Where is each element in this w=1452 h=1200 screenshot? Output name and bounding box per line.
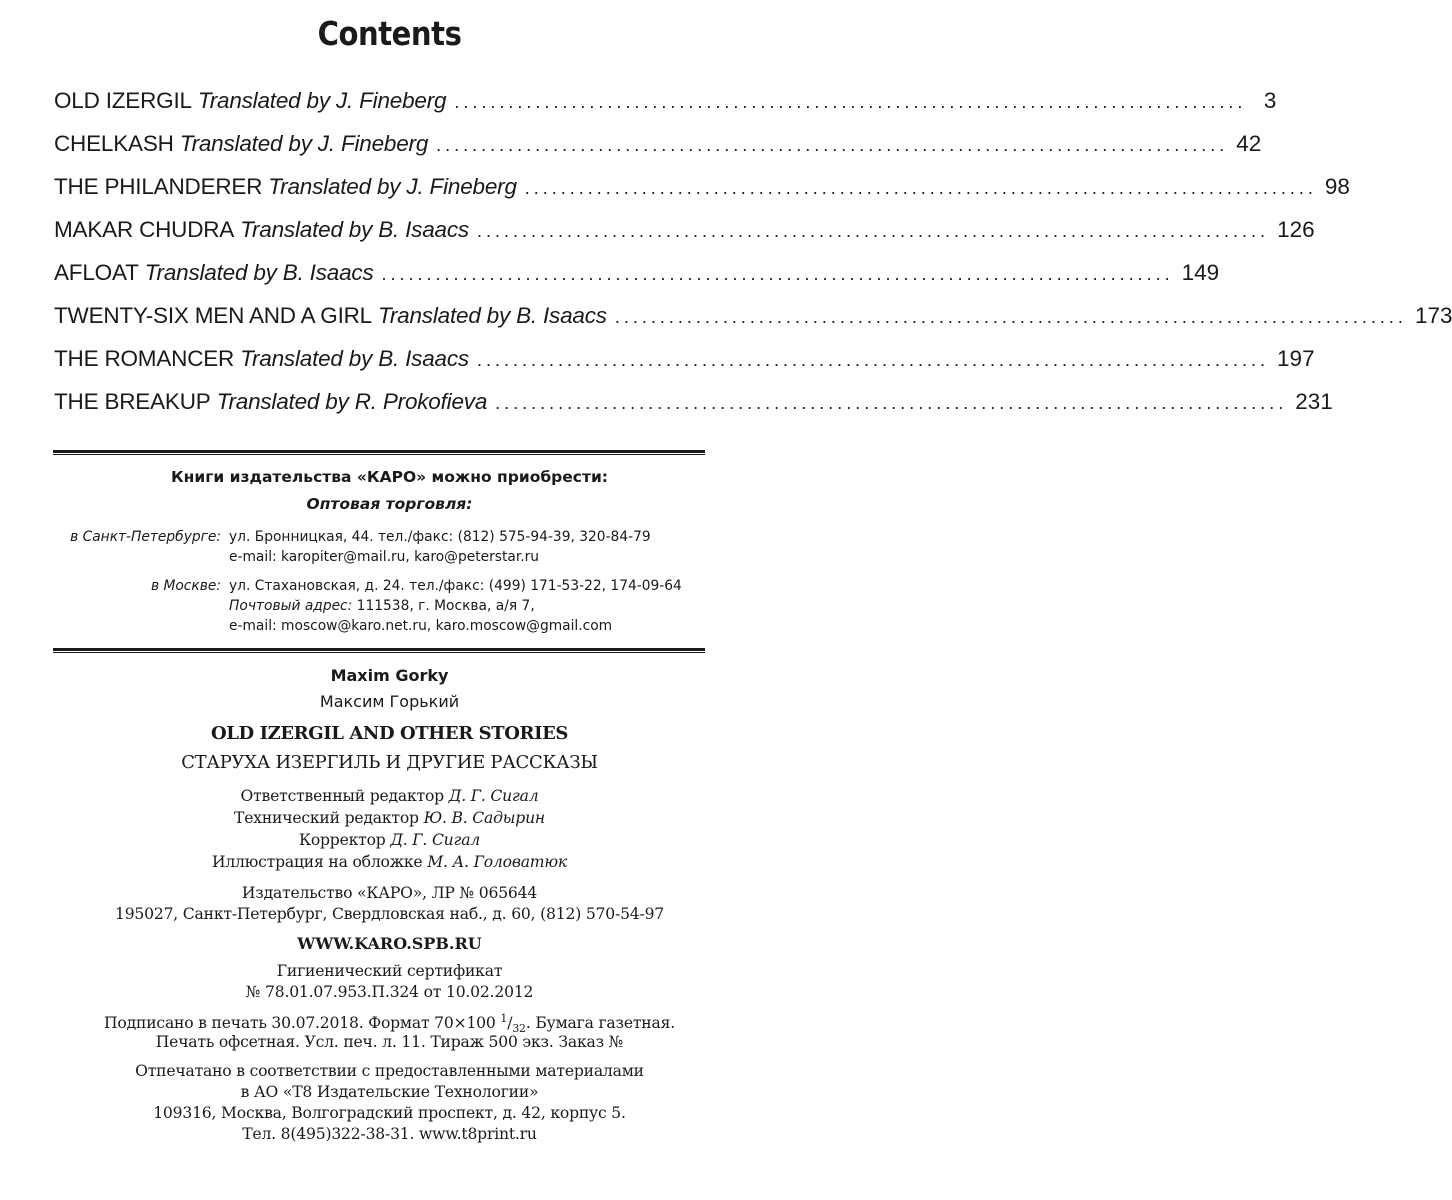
toc-entry <box>54 389 1333 432</box>
staff-name: М. А. Головатюк <box>427 853 568 871</box>
toc-entry-page: 3 <box>1263 88 1277 113</box>
print-signed <box>0 1012 779 1035</box>
staff-line <box>0 853 779 871</box>
leader-dots: ........................................................................................ <box>454 92 1247 112</box>
toc-entry-title: OLD IZERGIL <box>54 88 192 113</box>
cert-number: № 78.01.07.953.П.324 от 10.02.2012 <box>245 983 534 1001</box>
distribution-heading: Книги издательства «КАРО» можно приобрести: <box>170 468 609 486</box>
msk-postal-value: 111538, г. Москва, а/я 7, <box>352 598 535 614</box>
toc-entry-translator: Translated by B. Isaacs <box>378 303 607 328</box>
toc-entry-translator: Translated by J. Fineberg <box>268 174 517 199</box>
toc-entry-translator: Translated by J. Fineberg <box>179 131 429 156</box>
fraction-denominator: 32 <box>512 1022 526 1036</box>
msk-label: в Москве: <box>150 578 221 594</box>
staff-role: Ответственный редактор <box>240 787 449 805</box>
fraction-numerator: 1 <box>500 1012 508 1025</box>
publisher: Издательство «КАРО», ЛР № 065644 <box>241 884 538 902</box>
print-signed-text: Подписано в печать 30.07.2018. Формат 70×100 <box>104 1014 496 1033</box>
book-title-ru: СТАРУХА ИЗЕРГИЛЬ И ДРУГИЕ РАССКАЗЫ <box>181 752 598 773</box>
staff-role: Корректор <box>298 831 391 849</box>
divider <box>53 450 705 455</box>
website: WWW.KARO.SPB.RU <box>297 934 482 953</box>
leader-dots: ........................................................................................ <box>476 350 1270 370</box>
staff-name: Д. Г. Сигал <box>448 787 539 805</box>
spb-label: в Санкт-Петербурге: <box>70 529 221 545</box>
toc-entry-translator: Translated by B. Isaacs <box>144 260 374 285</box>
toc-entry-title: TWENTY-SIX MEN AND A GIRL <box>54 303 372 328</box>
leader-dots: ........................................................................................ <box>524 178 1317 198</box>
toc-entry-title: MAKAR CHUDRA <box>54 217 235 242</box>
toc-entry-page: 98 <box>1324 174 1350 199</box>
toc-entry <box>54 303 1452 346</box>
print-details: Печать офсетная. Усл. печ. л. 11. Тираж 500 экз. Заказ № <box>155 1033 624 1051</box>
leader-dots: ........................................................................................ <box>476 221 1270 241</box>
toc-entry <box>54 131 1262 174</box>
leader-dots: ........................................................................................ <box>381 264 1174 284</box>
msk-postal <box>229 598 535 614</box>
leader-dots: ........................................................................................ <box>436 135 1229 155</box>
msk-postal-label: Почтовый адрес: <box>229 598 353 614</box>
staff-role: Технический редактор <box>234 809 424 827</box>
toc-entry-page: 149 <box>1181 260 1220 285</box>
printer-line: Тел. 8(495)322-38-31. www.t8print.ru <box>242 1125 537 1143</box>
toc-entry <box>54 88 1277 131</box>
format-fraction: $^1/_{32}$ <box>500 1012 526 1036</box>
leader-dots: ........................................................................................ <box>495 393 1288 413</box>
toc-entry-page: 126 <box>1277 217 1315 242</box>
divider <box>53 648 705 653</box>
printer-line: 109316, Москва, Волгоградский проспект, д. 42, корпус 5. <box>153 1104 626 1122</box>
distribution-subheading: Оптовая торговля: <box>306 495 473 513</box>
toc-entry <box>54 260 1220 303</box>
contents-title: Contents <box>317 14 462 53</box>
table-of-contents <box>54 88 1452 432</box>
staff-name: Ю. В. Садырин <box>423 809 545 827</box>
toc-entry-title: THE PHILANDERER <box>54 174 263 199</box>
staff-name: Д. Г. Сигал <box>390 831 481 849</box>
toc-entry <box>54 217 1315 260</box>
toc-entry <box>54 346 1315 389</box>
toc-entry-page: 197 <box>1277 346 1315 371</box>
staff-line <box>0 809 779 827</box>
publisher-address: 195027, Санкт-Петербург, Свердловская наб., д. 60, (812) 570-54-97 <box>114 905 665 923</box>
toc-entry <box>54 174 1350 217</box>
toc-entry-page: 173 <box>1414 303 1452 328</box>
spb-address: ул. Бронницкая, 44. тел./факс: (812) 575-94-39, 320-84-79 <box>229 529 651 545</box>
msk-address: ул. Стахановская, д. 24. тел./факс: (499) 171-53-22, 174-09-64 <box>229 578 682 594</box>
printer-line: Отпечатано в соответствии с предоставленными материалами <box>135 1062 644 1080</box>
cert-title: Гигиенический сертификат <box>276 962 503 980</box>
msk-email: e-mail: moscow@karo.net.ru, karo.moscow@gmail.com <box>229 618 613 634</box>
toc-entry-title: AFLOAT <box>54 260 139 285</box>
toc-entry-title: CHELKASH <box>54 131 174 156</box>
toc-entry-translator: Translated by R. Prokofieva <box>216 389 488 414</box>
toc-entry-title: THE BREAKUP <box>54 389 211 414</box>
book-title-en: OLD IZERGIL AND OTHER STORIES <box>210 723 569 744</box>
staff-line <box>0 831 779 849</box>
toc-entry-page: 231 <box>1295 389 1333 414</box>
toc-entry-translator: Translated by B. Isaacs <box>240 217 469 242</box>
toc-entry-translator: Translated by J. Fineberg <box>197 88 447 113</box>
spb-email: e-mail: karopiter@mail.ru, karo@peterstar.ru <box>229 549 540 565</box>
author-en: Maxim Gorky <box>330 666 449 685</box>
toc-entry-title: THE ROMANCER <box>54 346 235 371</box>
toc-entry-translator: Translated by B. Isaacs <box>240 346 469 371</box>
staff-line <box>0 787 779 805</box>
printer-line: в АО «Т8 Издательские Технологии» <box>240 1083 539 1101</box>
print-paper: . Бумага газетная. <box>525 1014 675 1033</box>
author-ru: Максим Горький <box>319 692 460 711</box>
toc-entry-page: 42 <box>1236 131 1262 156</box>
leader-dots: ........................................................................................ <box>614 307 1407 327</box>
staff-role: Иллюстрация на обложке <box>211 853 428 871</box>
